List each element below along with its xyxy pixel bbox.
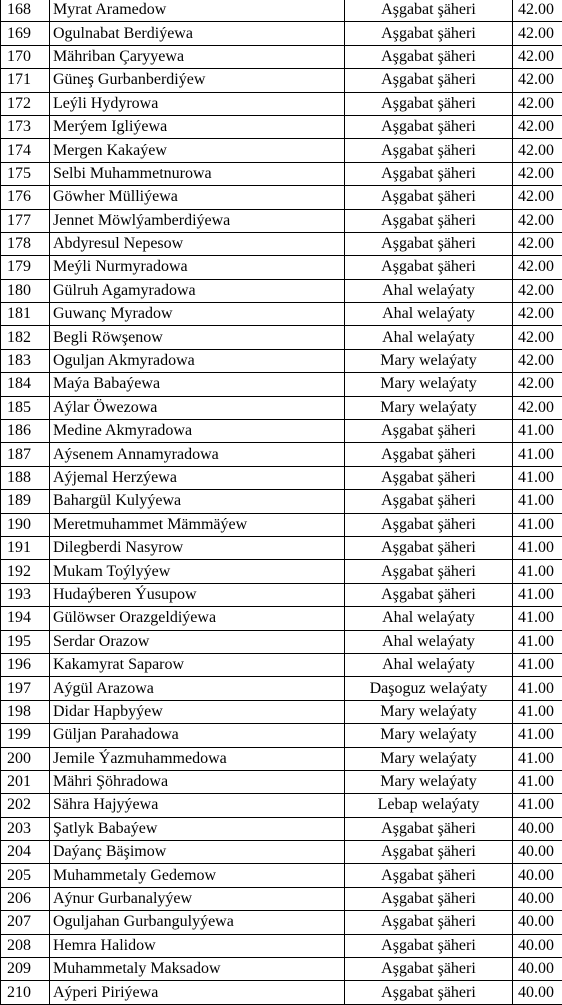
region-cell: Mary welaýaty [345, 747, 513, 770]
table-row [1, 186, 562, 209]
student-name-cell: Abdyresul Nepesow [50, 232, 345, 255]
score-cell: 42.00 [513, 115, 562, 138]
region-cell: Ahal welaýaty [345, 630, 513, 653]
student-name-cell: Meretmuhammet Mämmäýew [50, 513, 345, 536]
row-number-cell: 178 [1, 232, 50, 255]
score-cell: 41.00 [513, 677, 562, 700]
row-number-cell: 209 [1, 958, 50, 981]
table-row [1, 232, 562, 255]
row-number-cell: 199 [1, 724, 50, 747]
table-row [1, 0, 562, 22]
table-row [1, 934, 562, 957]
row-number-cell: 205 [1, 864, 50, 887]
row-number-cell: 196 [1, 653, 50, 676]
score-cell: 41.00 [513, 583, 562, 606]
student-name-cell: Aýnur Gurbanalyýew [50, 887, 345, 910]
row-number-cell: 179 [1, 256, 50, 279]
student-name-cell: Merýem Igliýewa [50, 115, 345, 138]
student-name-cell: Gülöwser Orazgeldiýewa [50, 607, 345, 630]
region-cell: Aşgabat şäheri [345, 420, 513, 443]
score-cell: 42.00 [513, 92, 562, 115]
region-cell: Aşgabat şäheri [345, 162, 513, 185]
student-name-cell: Meýli Nurmyradowa [50, 256, 345, 279]
table-row [1, 490, 562, 513]
student-name-cell: Selbi Muhammetnurowa [50, 162, 345, 185]
student-name-cell: Mähriban Çaryyewa [50, 45, 345, 68]
score-cell: 41.00 [513, 653, 562, 676]
score-cell: 40.00 [513, 934, 562, 957]
score-cell: 42.00 [513, 186, 562, 209]
row-number-cell: 186 [1, 420, 50, 443]
score-cell: 41.00 [513, 490, 562, 513]
row-number-cell: 187 [1, 443, 50, 466]
student-name-cell: Oguljahan Gurbangulyýewa [50, 911, 345, 934]
table-row [1, 303, 562, 326]
score-cell: 42.00 [513, 162, 562, 185]
row-number-cell: 192 [1, 560, 50, 583]
row-number-cell: 206 [1, 887, 50, 910]
row-number-cell: 180 [1, 279, 50, 302]
row-number-cell: 200 [1, 747, 50, 770]
student-name-cell: Mukam Toýlyýew [50, 560, 345, 583]
region-cell: Aşgabat şäheri [345, 536, 513, 559]
score-cell: 42.00 [513, 69, 562, 92]
row-number-cell: 202 [1, 794, 50, 817]
table-row [1, 256, 562, 279]
score-cell: 42.00 [513, 0, 562, 22]
score-cell: 40.00 [513, 817, 562, 840]
score-cell: 42.00 [513, 303, 562, 326]
region-cell: Mary welaýaty [345, 349, 513, 372]
table-row [1, 724, 562, 747]
region-cell: Mary welaýaty [345, 373, 513, 396]
score-cell: 42.00 [513, 232, 562, 255]
row-number-cell: 181 [1, 303, 50, 326]
region-cell: Aşgabat şäheri [345, 841, 513, 864]
region-cell: Aşgabat şäheri [345, 139, 513, 162]
score-cell: 41.00 [513, 420, 562, 443]
region-cell: Aşgabat şäheri [345, 186, 513, 209]
student-name-cell: Aýjemal Herzýewa [50, 466, 345, 489]
region-cell: Aşgabat şäheri [345, 69, 513, 92]
region-cell: Aşgabat şäheri [345, 0, 513, 22]
score-cell: 41.00 [513, 794, 562, 817]
results-table-body [1, 0, 562, 1004]
score-cell: 41.00 [513, 536, 562, 559]
table-row [1, 911, 562, 934]
score-cell: 42.00 [513, 256, 562, 279]
student-name-cell: Jennet Möwlýamberdiýewa [50, 209, 345, 232]
score-cell: 42.00 [513, 209, 562, 232]
student-name-cell: Dilegberdi Nasyrow [50, 536, 345, 559]
row-number-cell: 203 [1, 817, 50, 840]
row-number-cell: 188 [1, 466, 50, 489]
region-cell: Aşgabat şäheri [345, 911, 513, 934]
score-cell: 41.00 [513, 466, 562, 489]
table-row [1, 887, 562, 910]
region-cell: Aşgabat şäheri [345, 466, 513, 489]
table-row [1, 794, 562, 817]
student-name-cell: Myrat Aramedow [50, 0, 345, 22]
student-name-cell: Gülruh Agamyradowa [50, 279, 345, 302]
table-row [1, 349, 562, 372]
row-number-cell: 170 [1, 45, 50, 68]
row-number-cell: 190 [1, 513, 50, 536]
score-cell: 42.00 [513, 396, 562, 419]
student-name-cell: Daýanç Bäşimow [50, 841, 345, 864]
region-cell: Aşgabat şäheri [345, 92, 513, 115]
student-name-cell: Didar Hapbyýew [50, 700, 345, 723]
student-name-cell: Ogulnabat Berdiýewa [50, 22, 345, 45]
table-row [1, 162, 562, 185]
score-cell: 40.00 [513, 958, 562, 981]
region-cell: Aşgabat şäheri [345, 256, 513, 279]
score-cell: 40.00 [513, 841, 562, 864]
region-cell: Aşgabat şäheri [345, 45, 513, 68]
student-name-cell: Hudaýberen Ýusupow [50, 583, 345, 606]
table-row [1, 443, 562, 466]
score-cell: 40.00 [513, 911, 562, 934]
student-name-cell: Medine Akmyradowa [50, 420, 345, 443]
student-name-cell: Şatlyk Babaýew [50, 817, 345, 840]
table-row [1, 115, 562, 138]
score-cell: 40.00 [513, 887, 562, 910]
table-row [1, 583, 562, 606]
table-row [1, 770, 562, 793]
student-name-cell: Oguljan Akmyradowa [50, 349, 345, 372]
table-row [1, 981, 562, 1004]
row-number-cell: 182 [1, 326, 50, 349]
region-cell: Aşgabat şäheri [345, 232, 513, 255]
table-row [1, 92, 562, 115]
table-row [1, 607, 562, 630]
region-cell: Aşgabat şäheri [345, 209, 513, 232]
student-name-cell: Aýlar Öwezowa [50, 396, 345, 419]
row-number-cell: 201 [1, 770, 50, 793]
row-number-cell: 184 [1, 373, 50, 396]
table-row [1, 69, 562, 92]
row-number-cell: 195 [1, 630, 50, 653]
table-row [1, 279, 562, 302]
region-cell: Ahal welaýaty [345, 303, 513, 326]
region-cell: Ahal welaýaty [345, 653, 513, 676]
table-row [1, 653, 562, 676]
row-number-cell: 177 [1, 209, 50, 232]
region-cell: Ahal welaýaty [345, 607, 513, 630]
region-cell: Aşgabat şäheri [345, 817, 513, 840]
student-name-cell: Aýperi Piriýewa [50, 981, 345, 1004]
student-name-cell: Bahargül Kulyýewa [50, 490, 345, 513]
region-cell: Daşoguz welaýaty [345, 677, 513, 700]
student-name-cell: Begli Röwşenow [50, 326, 345, 349]
student-name-cell: Güneş Gurbanberdiýew [50, 69, 345, 92]
table-row [1, 677, 562, 700]
region-cell: Mary welaýaty [345, 724, 513, 747]
score-cell: 42.00 [513, 326, 562, 349]
table-row [1, 630, 562, 653]
student-name-cell: Muhammetaly Maksadow [50, 958, 345, 981]
region-cell: Mary welaýaty [345, 700, 513, 723]
table-row [1, 326, 562, 349]
region-cell: Aşgabat şäheri [345, 513, 513, 536]
student-name-cell: Jemile Ýazmuhammedowa [50, 747, 345, 770]
table-row [1, 700, 562, 723]
table-row [1, 560, 562, 583]
row-number-cell: 185 [1, 396, 50, 419]
row-number-cell: 197 [1, 677, 50, 700]
student-name-cell: Hemra Halidow [50, 934, 345, 957]
row-number-cell: 204 [1, 841, 50, 864]
student-name-cell: Aýsenem Annamyradowa [50, 443, 345, 466]
score-cell: 41.00 [513, 607, 562, 630]
region-cell: Ahal welaýaty [345, 326, 513, 349]
score-cell: 41.00 [513, 770, 562, 793]
region-cell: Aşgabat şäheri [345, 981, 513, 1004]
region-cell: Aşgabat şäheri [345, 490, 513, 513]
table-row [1, 466, 562, 489]
row-number-cell: 207 [1, 911, 50, 934]
row-number-cell: 198 [1, 700, 50, 723]
student-name-cell: Göwher Mülliýewa [50, 186, 345, 209]
region-cell: Lebap welaýaty [345, 794, 513, 817]
region-cell: Mary welaýaty [345, 770, 513, 793]
table-row [1, 841, 562, 864]
table-row [1, 513, 562, 536]
table-row [1, 396, 562, 419]
row-number-cell: 175 [1, 162, 50, 185]
score-cell: 41.00 [513, 747, 562, 770]
region-cell: Aşgabat şäheri [345, 958, 513, 981]
row-number-cell: 174 [1, 139, 50, 162]
student-name-cell: Leýli Hydyrowa [50, 92, 345, 115]
score-cell: 41.00 [513, 513, 562, 536]
student-name-cell: Muhammetaly Gedemow [50, 864, 345, 887]
region-cell: Aşgabat şäheri [345, 887, 513, 910]
row-number-cell: 189 [1, 490, 50, 513]
row-number-cell: 171 [1, 69, 50, 92]
row-number-cell: 169 [1, 22, 50, 45]
score-cell: 42.00 [513, 45, 562, 68]
table-row [1, 817, 562, 840]
student-name-cell: Aýgül Arazowa [50, 677, 345, 700]
score-cell: 42.00 [513, 373, 562, 396]
table-row [1, 139, 562, 162]
region-cell: Mary welaýaty [345, 396, 513, 419]
table-row [1, 209, 562, 232]
table-row [1, 747, 562, 770]
row-number-cell: 183 [1, 349, 50, 372]
score-cell: 42.00 [513, 139, 562, 162]
table-row [1, 373, 562, 396]
table-row [1, 536, 562, 559]
score-cell: 40.00 [513, 864, 562, 887]
row-number-cell: 173 [1, 115, 50, 138]
score-cell: 40.00 [513, 981, 562, 1004]
row-number-cell: 191 [1, 536, 50, 559]
student-name-cell: Serdar Orazow [50, 630, 345, 653]
row-number-cell: 194 [1, 607, 50, 630]
student-name-cell: Mähri Şöhradowa [50, 770, 345, 793]
score-cell: 41.00 [513, 700, 562, 723]
row-number-cell: 172 [1, 92, 50, 115]
row-number-cell: 176 [1, 186, 50, 209]
score-cell: 41.00 [513, 443, 562, 466]
region-cell: Aşgabat şäheri [345, 583, 513, 606]
table-row [1, 864, 562, 887]
student-name-cell: Güljan Parahadowa [50, 724, 345, 747]
row-number-cell: 168 [1, 0, 50, 22]
score-cell: 42.00 [513, 349, 562, 372]
student-name-cell: Kakamyrat Saparow [50, 653, 345, 676]
region-cell: Aşgabat şäheri [345, 560, 513, 583]
row-number-cell: 210 [1, 981, 50, 1004]
table-row [1, 22, 562, 45]
student-name-cell: Guwanç Myradow [50, 303, 345, 326]
score-cell: 41.00 [513, 560, 562, 583]
region-cell: Aşgabat şäheri [345, 443, 513, 466]
region-cell: Aşgabat şäheri [345, 22, 513, 45]
region-cell: Aşgabat şäheri [345, 934, 513, 957]
score-cell: 41.00 [513, 630, 562, 653]
table-row [1, 420, 562, 443]
row-number-cell: 208 [1, 934, 50, 957]
student-name-cell: Sähra Hajyýewa [50, 794, 345, 817]
region-cell: Aşgabat şäheri [345, 115, 513, 138]
score-cell: 42.00 [513, 22, 562, 45]
region-cell: Aşgabat şäheri [345, 864, 513, 887]
table-row [1, 45, 562, 68]
student-name-cell: Mergen Kakaýew [50, 139, 345, 162]
student-name-cell: Maýa Babaýewa [50, 373, 345, 396]
region-cell: Ahal welaýaty [345, 279, 513, 302]
score-cell: 42.00 [513, 279, 562, 302]
score-cell: 41.00 [513, 724, 562, 747]
table-row [1, 958, 562, 981]
row-number-cell: 193 [1, 583, 50, 606]
